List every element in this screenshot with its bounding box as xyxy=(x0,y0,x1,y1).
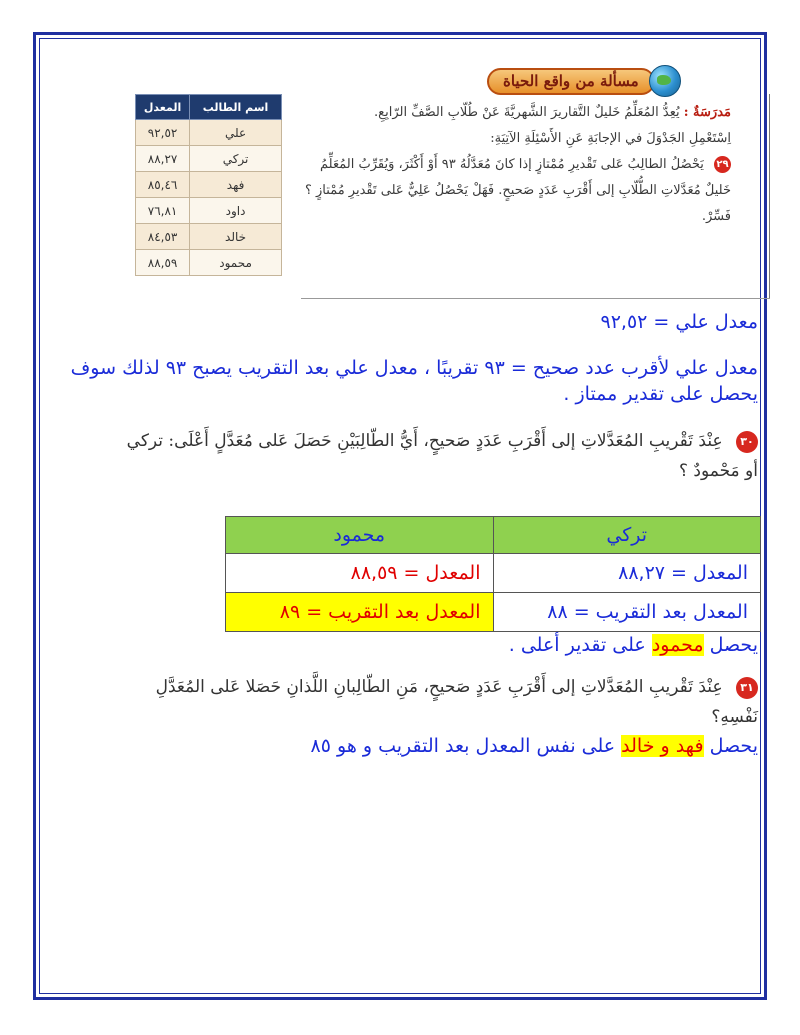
ali-average: معدل علي = ٩٢,٥٢ xyxy=(600,311,758,333)
table-row xyxy=(136,224,282,250)
mahmoud-average: المعدل = ٨٨,٥٩ xyxy=(226,554,494,593)
table-row xyxy=(226,554,761,593)
grades-table-header xyxy=(136,95,282,120)
question-29-text: يَحْصُلُ الطالِبُ عَلى تَقْديرِ مُمْتازٍ إذا كانَ مُعَدَّلُهُ ٩٣ أَوْ أَكْثَرَ، وَيُقَرِّبُ المُعَلِّمُ خَليلٌ مُعَدَّلاتِ الطُّلّابِ إلى أَقْرَبِ عَدَدٍ صَحيحٍ. فَهَلْ يَحْصُلُ عَلِيٌّ عَلى تَقْديرِ مُمْتازٍ ؟ فَسِّرْ. xyxy=(305,157,731,224)
table-row xyxy=(226,593,761,632)
result-31 xyxy=(311,735,758,757)
student-average: ٨٨,٢٧ xyxy=(136,146,190,172)
student-name: علي xyxy=(190,120,282,146)
table-row xyxy=(136,120,282,146)
result-30-name: محمود xyxy=(651,634,704,656)
student-average: ٨٤,٥٣ xyxy=(136,224,190,250)
student-name: فهد xyxy=(190,172,282,198)
result-30-suffix: على تقدير أعلى . xyxy=(508,634,652,656)
table-row xyxy=(136,172,282,198)
result-31-prefix: يحصل xyxy=(703,735,758,757)
table-row xyxy=(136,250,282,276)
mahmoud-header: محمود xyxy=(226,517,494,554)
student-name: خالد xyxy=(190,224,282,250)
globe-icon xyxy=(649,65,681,97)
turki-rounded: المعدل بعد التقريب = ٨٨ xyxy=(493,593,761,632)
col-header-student: اسم الطالب xyxy=(190,95,282,120)
question-30-text: عِنْدَ تَقْريبِ المُعَدَّلاتِ إلى أَقْرَبِ عَدَدٍ صَحيحٍ، أَيُّ الطّالِبَيْنِ حَصَلَ عَلى مُعَدَّلٍ أَعْلَى: تركي أو مَحْمودٌ ؟ xyxy=(126,431,758,481)
question-number-badge: ٢٩ xyxy=(714,156,731,173)
student-name: محمود xyxy=(190,250,282,276)
student-name: داود xyxy=(190,198,282,224)
mahmoud-rounded-label: المعدل بعد التقريب xyxy=(328,601,481,623)
instruction-text: اِسْتَعْمِلِ الجَدْوَلَ في الإجابَةِ عَنِ الأَسْئِلَةِ الآتِيَةِ: xyxy=(490,131,731,146)
student-average: ٨٨,٥٩ xyxy=(136,250,190,276)
question-31-text: عِنْدَ تَقْريبِ المُعَدَّلاتِ إلى أَقْرَبِ عَدَدٍ صَحيحٍ، مَنِ الطّالِبانِ اللَّذانِ حَصَلا عَلى المُعَدَّلِ نَفْسِهِ؟ xyxy=(155,677,758,727)
real-life-banner xyxy=(487,68,732,94)
comparison-header xyxy=(226,517,761,554)
table-row xyxy=(136,198,282,224)
result-31-suffix: على نفس المعدل بعد التقريب و هو ٨٥ xyxy=(310,735,622,757)
intro-text: يُعِدُّ المُعَلِّمُ خَليلٌ التَّقاريرَ الشَّهريَّةَ عَنْ طُلّابِ الصَّفِّ الرّابِعِ. xyxy=(374,105,680,120)
student-average: ٩٢,٥٢ xyxy=(136,120,190,146)
turki-average: المعدل = ٨٨,٢٧ xyxy=(493,554,761,593)
question-29 xyxy=(301,152,731,230)
excerpt-divider xyxy=(301,298,770,299)
turki-header: تركي xyxy=(493,517,761,554)
student-name: تركي xyxy=(190,146,282,172)
banner-title: مسألة من واقع الحياة xyxy=(487,68,655,95)
mahmoud-rounded-value: = ٨٩ xyxy=(279,601,329,623)
question-number-badge: ٣٠ xyxy=(736,431,758,453)
question-30 xyxy=(118,426,758,486)
problem-text xyxy=(301,100,731,230)
result-31-names: فهد و خالد xyxy=(621,735,704,757)
problem-lead: مَدرَسَةٌ : xyxy=(683,105,731,120)
textbook-excerpt xyxy=(135,68,770,300)
student-average: ٧٦,٨١ xyxy=(136,198,190,224)
excerpt-edge xyxy=(769,94,770,298)
student-average: ٨٥,٤٦ xyxy=(136,172,190,198)
question-number-badge: ٣١ xyxy=(736,677,758,699)
comparison-table xyxy=(225,516,761,632)
result-30 xyxy=(509,634,758,656)
table-row xyxy=(136,146,282,172)
result-30-prefix: يحصل xyxy=(703,634,758,656)
ali-explanation: معدل علي لأقرب عدد صحيح = ٩٣ تقريبًا ، معدل علي بعد التقريب يصبح ٩٣ لذلك سوف يحصل على تقدير ممتاز . xyxy=(70,357,758,405)
problem-intro xyxy=(301,100,731,126)
grades-table xyxy=(135,94,282,276)
question-31 xyxy=(118,672,758,732)
mahmoud-rounded xyxy=(226,593,494,632)
col-header-average: المعدل xyxy=(136,95,190,120)
